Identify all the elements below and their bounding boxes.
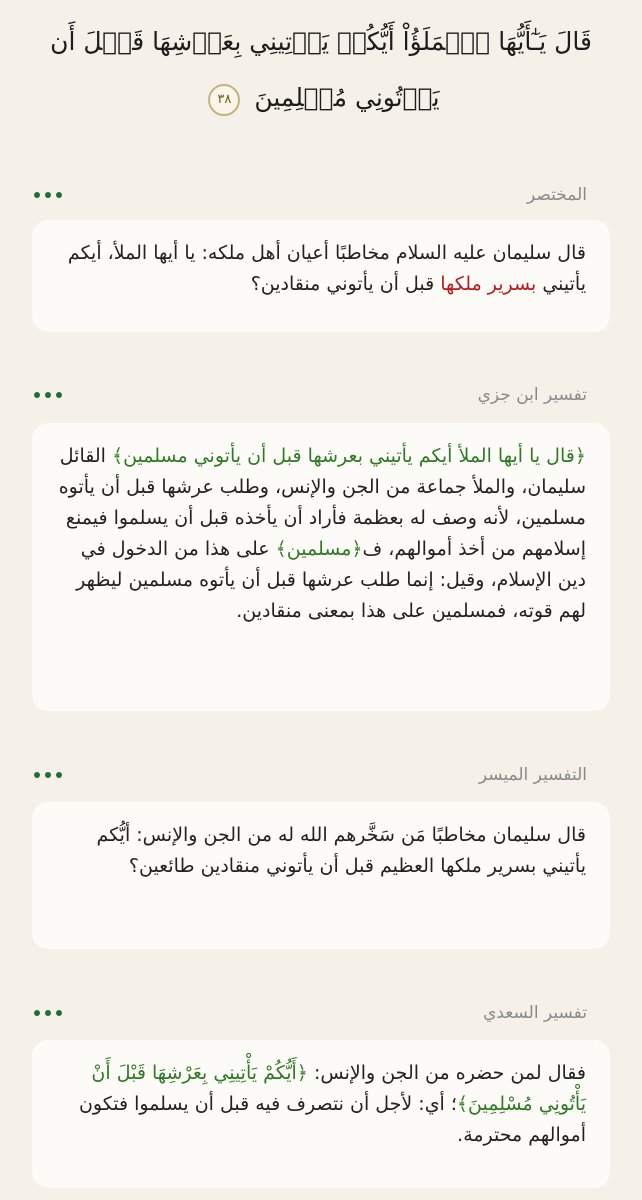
quran-quote: ﴿مسلمين﴾ bbox=[275, 538, 363, 560]
section-header-ibn-juzay bbox=[30, 380, 587, 410]
card-text: فقال لمن حضره من الجن والإنس: bbox=[307, 1062, 586, 1084]
tafsir-card-mukhtasar bbox=[32, 220, 610, 332]
highlighted-phrase: بسرير ملكها bbox=[440, 273, 537, 295]
card-text: قبل أن يأتوني منقادين؟ bbox=[250, 273, 441, 295]
card-text: قال سليمان مخاطبًا مَن سَخَّرهم الله له من الجن والإنس: أيُّكم يأتيني بسرير ملكها العظيم قبل أن يأتوني منقادين طائعين؟ bbox=[96, 824, 586, 877]
ayah-number-marker: ٣٨ bbox=[208, 84, 240, 116]
section-title: تفسير ابن جزي bbox=[477, 385, 587, 405]
card-text: على هذا من الدخول في دين الإسلام، وقيل: إنما طلب عرشها قبل أن يأتوه مسلمين ليظهر لهم قوته، فمسلمين على هذا بمعنى منقادين. bbox=[76, 538, 586, 622]
quran-quote: ﴿قال يا أيها الملأ أيكم يأتيني بعرشها قبل أن يأتوني مسلمين﴾ bbox=[111, 445, 586, 467]
more-options-icon[interactable] bbox=[30, 188, 66, 202]
more-options-icon[interactable] bbox=[30, 768, 66, 782]
section-header-mukhtasar bbox=[30, 180, 587, 210]
quran-quote: ﴿أَيُّكُمْ يَأْتِينِي بِعَرْشِهَا قَبْلَ أَنْ يَأْتُونِي مُسْلِمِينَ﴾ bbox=[91, 1062, 586, 1115]
card-text: قال سليمان عليه السلام مخاطبًا أعيان أهل ملكه: يا أيها الملأ، أيكم يأتيني bbox=[67, 242, 586, 295]
tafsir-card-ibn-juzay bbox=[32, 423, 610, 711]
section-title: التفسير الميسر bbox=[478, 765, 587, 785]
section-header-saadi bbox=[30, 998, 587, 1028]
card-text: القائل سليمان، والملأ جماعة من الجن والإنس، وطلب عرشها قبل أن يأتوه مسلمين، لأنه وصف له بعظمة فأراد أن يأخذه قبل أن يسلموا فيمنع إسلامهم من أخذ أموالهم، ف bbox=[58, 445, 586, 560]
section-title: تفسير السعدي bbox=[483, 1003, 587, 1023]
card-text: ؛ أي: لأجل أن نتصرف فيه قبل أن يسلموا فتكون أموالهم محترمة. bbox=[78, 1093, 586, 1146]
more-options-icon[interactable] bbox=[30, 1006, 66, 1020]
verse-arabic: قَالَ يَـٰٓأَيُّهَا ٱلۡمَلَؤُاْ أَيُّكُمۡ يَأۡتِينِي بِعَرۡشِهَا قَبۡلَ أَن يَأۡتُونِي مُسۡلِمِينَ bbox=[50, 27, 592, 112]
tafsir-card-saadi bbox=[32, 1040, 610, 1188]
section-header-muyassar bbox=[30, 760, 587, 790]
tafsir-card-muyassar bbox=[32, 802, 610, 949]
verse-text bbox=[24, 14, 618, 126]
section-title: المختصر bbox=[527, 185, 587, 205]
more-options-icon[interactable] bbox=[30, 388, 66, 402]
